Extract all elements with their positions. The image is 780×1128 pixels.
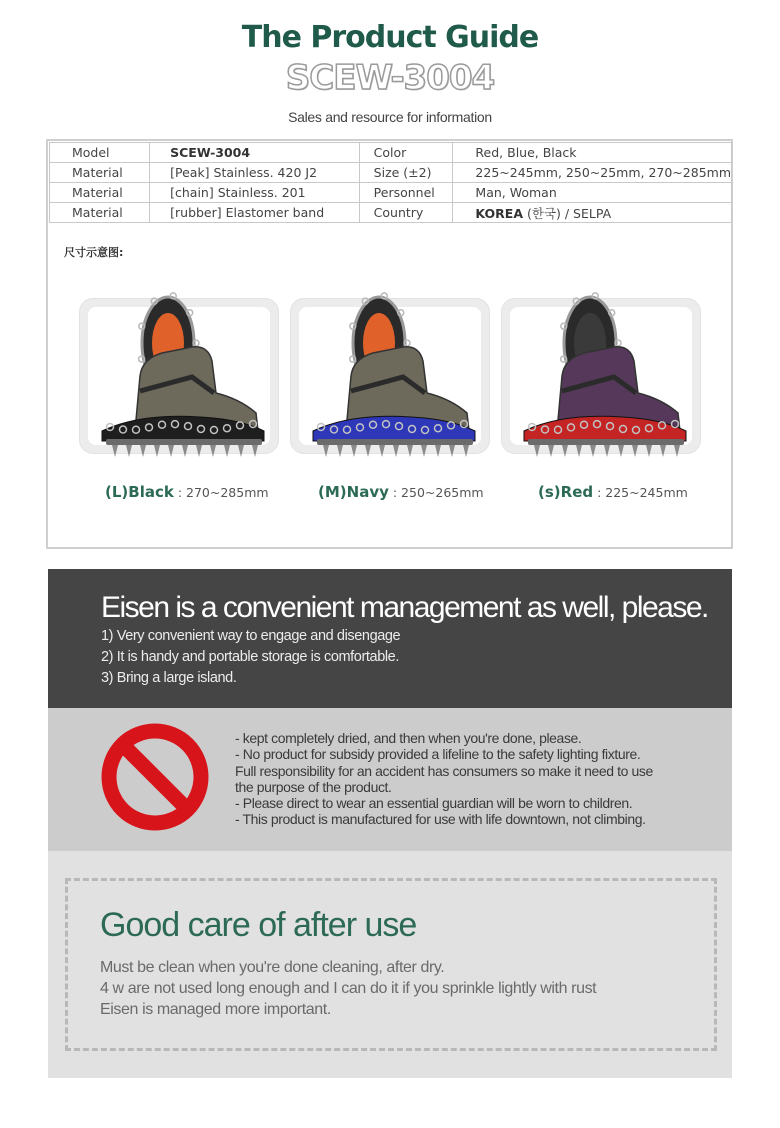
product-range: : 270~285mm	[173, 485, 269, 500]
spec-table	[49, 142, 732, 223]
spec-label: Color	[359, 143, 453, 163]
boot-crampon-image	[291, 281, 491, 461]
list-item: 4 w are not used long enough and I can do it if you sprinkle lightly with rust	[100, 980, 597, 997]
spec-value: [rubber] Elastomer band	[150, 203, 360, 223]
warning-item: - No product for subsidy provided a lifeline to the safety lighting fixture.	[235, 746, 641, 762]
list-item: 2) It is handy and portable storage is comfortable.	[101, 649, 399, 665]
spec-label: Country	[359, 203, 453, 223]
list-item: Eisen is managed more important.	[100, 1001, 331, 1018]
table-row	[50, 163, 732, 183]
product-size: (L)Black	[105, 483, 174, 501]
warning-item: - Please direct to wear an essential guardian will be worn to children.	[235, 795, 633, 811]
spec-value: SCEW-3004	[150, 143, 360, 163]
care-heading: Good care of after use	[100, 906, 417, 944]
country-detail: (한국) / SELPA	[523, 205, 612, 221]
spec-label: Size (±2)	[359, 163, 453, 183]
product-size: (M)Navy	[318, 483, 389, 501]
boot-crampon-image	[80, 281, 280, 461]
product-caption	[105, 483, 269, 501]
table-row	[50, 203, 732, 223]
page-title: The Product Guide	[241, 20, 539, 55]
product-photo-navy	[290, 298, 490, 454]
product-range: : 250~265mm	[388, 485, 484, 500]
spec-value: Red, Blue, Black	[453, 143, 732, 163]
spec-label: Material	[50, 163, 150, 183]
spec-label: Model	[50, 143, 150, 163]
table-row	[50, 143, 732, 163]
list-item: 3) Bring a large island.	[101, 670, 237, 686]
spec-label: Material	[50, 183, 150, 203]
product-range: : 225~245mm	[593, 485, 688, 500]
product-caption	[538, 483, 688, 501]
spec-value: [Peak] Stainless. 420 J2	[150, 163, 360, 183]
table-row	[50, 183, 732, 203]
list-item: Must be clean when you're done cleaning, after dry.	[100, 959, 445, 976]
warning-section	[48, 708, 732, 851]
size-diagram-label: 尺寸示意图:	[64, 246, 124, 259]
care-section	[48, 851, 732, 1078]
spec-value: Man, Woman	[453, 183, 732, 203]
warning-item: - This product is manufactured for use with life downtown, not climbing.	[235, 811, 646, 827]
boot-crampon-image	[502, 281, 702, 461]
country-name: KOREA	[475, 205, 524, 221]
warning-item: the purpose of the product.	[235, 779, 392, 795]
page-subtitle: Sales and resource for information	[288, 109, 492, 125]
model-code-heading: SCEW-3004	[285, 58, 495, 98]
spec-value: 225~245mm, 250~25mm, 270~285mm	[453, 163, 732, 183]
spec-value: [chain] Stainless. 201	[150, 183, 360, 203]
warning-item: Full responsibility for an accident has consumers so make it need to use	[235, 763, 653, 779]
spec-label: Material	[50, 203, 150, 223]
spec-label: Personnel	[359, 183, 453, 203]
convenience-section	[48, 569, 732, 708]
list-item: 1) Very convenient way to engage and disengage	[101, 628, 401, 644]
product-photo-black	[79, 298, 279, 454]
convenience-heading: Eisen is a convenient management as well, please.	[101, 591, 708, 624]
product-size: (s)Red	[538, 483, 594, 501]
product-photo-red	[501, 298, 701, 454]
spec-value-country	[453, 203, 732, 223]
prohibited-icon	[100, 722, 210, 832]
warning-item: - kept completely dried, and then when you're done, please.	[235, 730, 582, 746]
product-caption	[318, 483, 484, 501]
